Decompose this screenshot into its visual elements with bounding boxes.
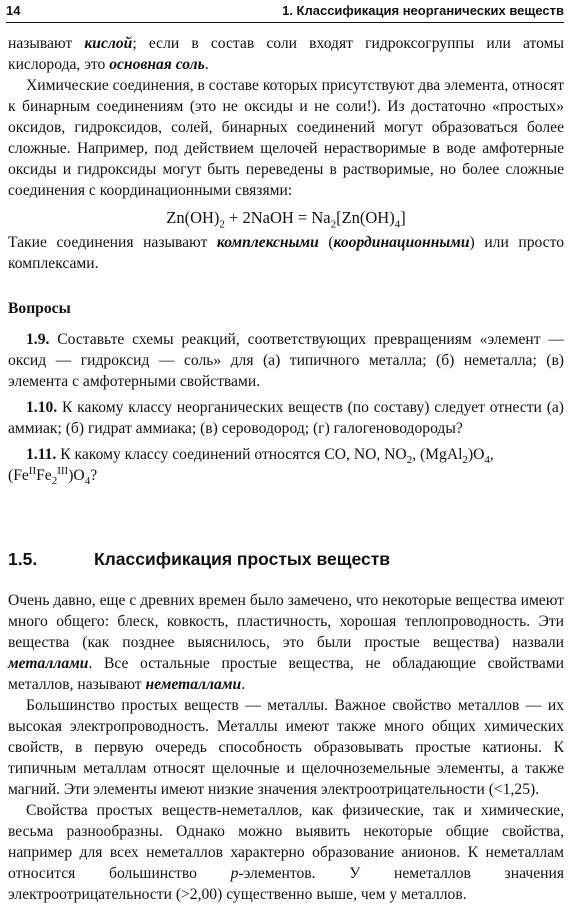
paragraph-complexes: Такие соединения называют комплексными (координационными) или просто комплексами. — [8, 234, 565, 272]
paragraph-metals-history: Очень давно, еще с древних времен было замечено, что некоторые вещества имеют много общего: блеск, ковкость, пластичность, хорошая теплопроводность. Эти вещества (как позднее выяснилось, это были простые вещества) назвали металлами. Все остальные простые вещества, не обладающие свойствами металлов, называют неметаллами. — [8, 592, 564, 693]
section-text — [8, 590, 564, 905]
question-1-11: 1.11. К какому классу соединений относятся CO, NO, $NO_2$, $(MgAl_2)O_4$, $(Fe^{II}Fe_2^{III})O_4$? — [8, 446, 494, 488]
question-1-9: 1.9. Составьте схемы реакций, соответствующих превращениям «элемент — оксид — гидроксид — соль» для (а) типичного металла; (б) неметалла; (в) элемента с амфотерными свойствами. — [8, 331, 564, 390]
section-number: 1.5. — [8, 549, 38, 569]
running-header — [6, 2, 564, 23]
page-number: 14 — [6, 3, 21, 18]
paragraph-continued: называют кислой; если в состав соли входят гидроксогруппы или атомы кислорода, это основная соль. — [8, 35, 564, 73]
paragraph-metals-properties: Большинство простых веществ — металлы. Важное свойство металлов — их высокая электропроводность. Металлы имеют также много общих химических свойств, в первую очередь способность образовывать простые катионы. К типичным металлам относят щелочные и щелочноземельные элементы, а также магний. Эти элементы имеют низкие значения электроотрицательности (<1,25). — [8, 697, 564, 798]
questions-heading: Вопросы — [8, 300, 71, 317]
section-title: Классификация простых веществ — [94, 549, 391, 569]
main-text — [8, 33, 564, 491]
chapter-title: 1. Классификация неорганических веществ — [282, 3, 564, 18]
paragraph-binary-compounds: Химические соединения, в составе которых присутствуют два элемента, относят к бинарным соединениям (это не оксиды и не соли!). Из достаточно «простых» оксидов, гидроксидов, солей, бинарных соединений могут образоваться более сложные. Например, под действием щелочей нерастворимые в воде амфотерные оксиды и гидроксиды могут быть переведены в растворимые, но более сложные соединения с координационными связями: — [8, 77, 564, 199]
question-1-10: 1.10. К какому классу неорганических веществ (по составу) следует отнести (а) аммиак; (б) гидрат аммиака; (в) сероводород; (г) галогеноводороды? — [8, 399, 564, 437]
paragraph-nonmetals: Свойства простых веществ-неметаллов, как физические, так и химические, весьма разнообразны. Однако можно выявить некоторые общие свойства, например для всех неметаллов характерно образование анионов. К неметаллам относится большинство p-элементов. У неметаллов значения электроотрицательности (>2,00) существенно выше, чем у металлов. — [8, 802, 564, 903]
reaction-equation: $Zn(OH)_2$ + 2NaOH = $Na_2[Zn(OH)_4]$ — [166, 208, 406, 231]
